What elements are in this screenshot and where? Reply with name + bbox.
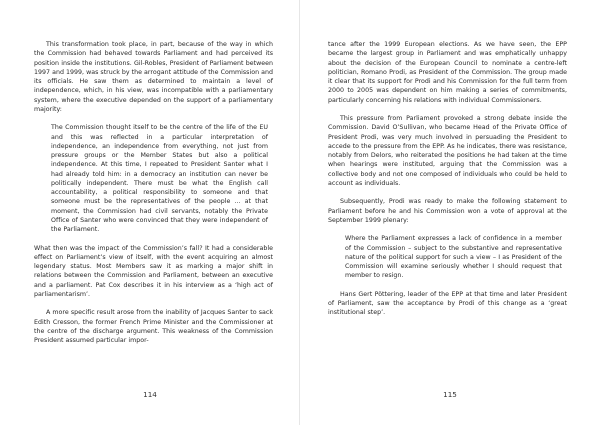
right-text-column: [328, 40, 567, 318]
right-page-number: 115: [443, 390, 457, 399]
left-paragraph-3: A more specific result arose from the inability of Jacques Santer to sack Edith Cresson, the former French Prime Minister and the Commissioner at the centre of the discharge argument. This weakness of the Commission President assumed particular impor-: [34, 309, 273, 344]
left-page-number: 114: [143, 390, 157, 399]
right-paragraph-3: Subsequently, Prodi was ready to make the following statement to Parliament before he and his Commission won a vote of approval at the September 1999 plenary:: [328, 198, 567, 224]
right-block-quote: Where the Parliament expresses a lack of confidence in a member of the Commission – subject to the substantive and representative nature of the political support for such a view – I as President of the Commission will examine seriously whether I should request that member to resign.: [345, 235, 562, 280]
right-paragraph-2: This pressure from Parliament provoked a strong debate inside the Commission. David O’Sullivan, who became Head of the Private Office of President Prodi, was very much involved in persuading the President to accede to the pressure from the EPP. As he indicates, there was resistance, notably from Delors, who reiterated the positions he had taken at the time when hearings were instituted, arguing that the Commission was a collective body and not one composed of individuals who could be held to account as individuals.: [328, 115, 567, 187]
left-paragraph-2: What then was the impact of the Commission’s fall? It had a considerable effect on Parliament’s view of itself, with the event acquiring an almost legendary status. Most Members saw it as marking a major shift in relations between the Commission and Parliament, between an executive and a parliament. Pat Cox describes it in his interview as a ‘high act of parliamentarism’.: [34, 244, 273, 298]
left-text-column: [34, 40, 273, 345]
left-paragraph-1: This transformation took place, in part, because of the way in which the Commission had behaved towards Parliament and had perceived its position inside the institutions. Gil-Robles, President of Parliament between 1997 and 1999, was struck by the arrogant attitude of the Commission and its officials. He saw them as determined to maintain a level of independence, which, in his view, was incompatible with a parliamentary system, where the executive depended on the support of a parliamentary majority:: [34, 41, 273, 113]
right-page: [300, 0, 600, 425]
right-paragraph-1: tance after the 1999 European elections. As we have seen, the EPP became the largest group in Parliament and was emphatically unhappy about the decision of the European Council to nominate a centre-left politician, Romano Prodi, as President of the Commission. The group made it clear that its support for Prodi and his Commission for the full term from 2000 to 2005 was dependent on him making a series of commitments, particularly concerning his relations with individual Commissioners.: [328, 41, 567, 104]
left-block-quote: The Commission thought itself to be the centre of the life of the EU and this was reflected in a particular interpretation of independence, an independence from everything, not just from pressure groups or the Member States but also a political independence. At this time, I repeated to President Santer what I had already told him: in a democracy an institution can never be politically independent. There must be what the English call accountability, a political responsibility to someone and that someone must be the representatives of the people ... at that moment, the Commission had civil servants, notably the Private Office of Santer who were convinced that they were independent of the Parliament.: [51, 124, 268, 233]
right-paragraph-4: Hans Gert Pöttering, leader of the EPP at that time and later President of Parliament, saw the acceptance by Prodi of this change as a ‘great institutional step’.: [328, 290, 567, 317]
